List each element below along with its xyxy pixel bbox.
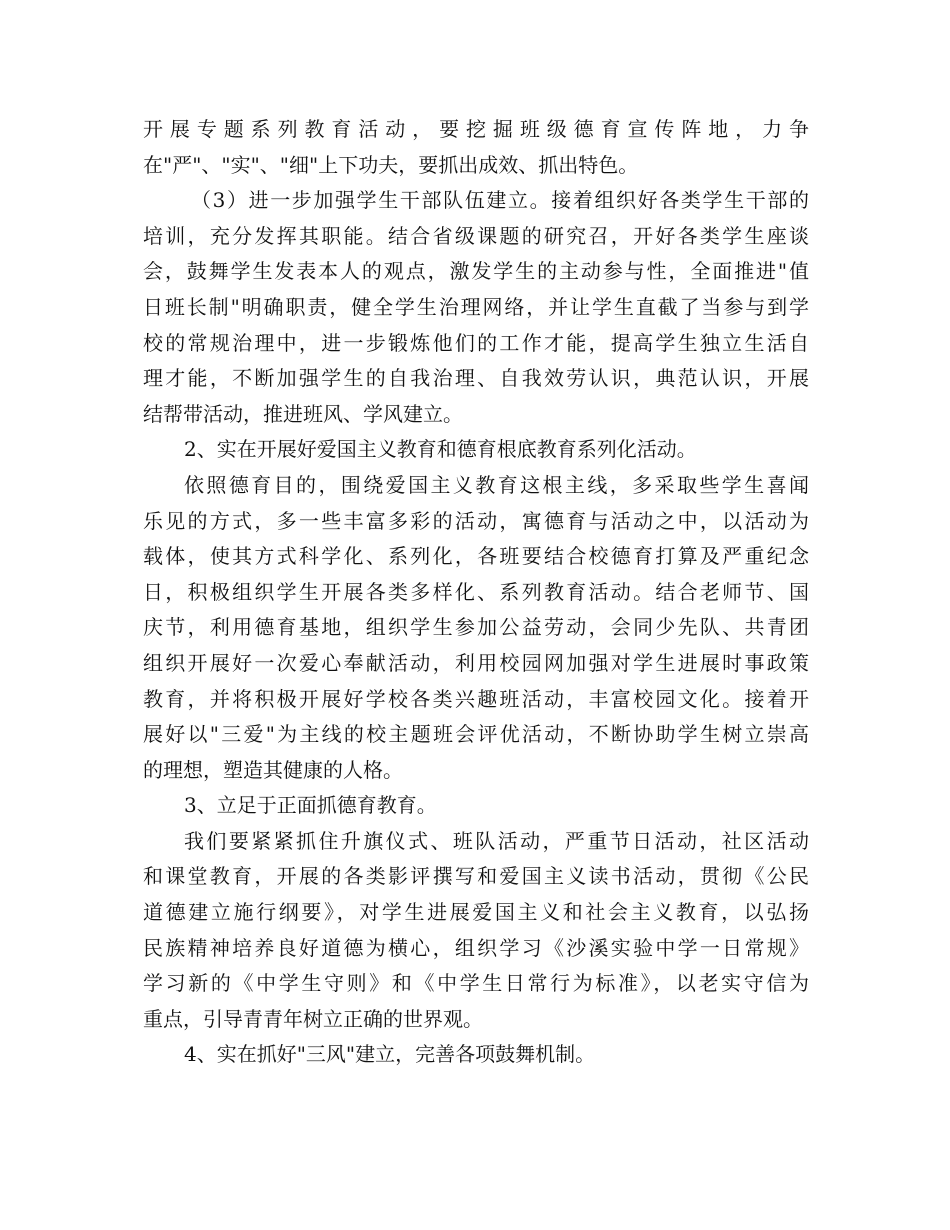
text-line: 日班长制"明确职责，健全学生治理网络，并让学生直截了当参与到学 <box>143 294 809 319</box>
text-line: 会，鼓舞学生发表本人的观点，激发学生的主动参与性，全面推进"值 <box>143 259 809 284</box>
text-line: 民族精神培养良好道德为横心，组织学习《沙溪实验中学一日常规》 <box>143 935 809 960</box>
section-heading: 3、立足于正面抓德育教育。 <box>184 793 437 818</box>
text-line: 和课堂教育，开展的各类影评撰写和爱国主义读书活动，贯彻《公民 <box>143 864 809 889</box>
body-text <box>143 112 809 1073</box>
text-line: 载体，使其方式科学化、系列化，各班要结合校德育打算及严重纪念 <box>143 544 809 569</box>
text-line: 开展专题系列教育活动，要挖掘班级德育宣传阵地，力争 <box>143 117 809 141</box>
text-line: 展好以"三爱"为主线的校主题班会评优活动，不断协助学生树立崇高 <box>143 722 809 747</box>
text-line: 结帮带活动，推进班风、学风建立。 <box>143 401 463 426</box>
section-heading: 4、实在抓好"三风"建立，完善各项鼓舞机制。 <box>184 1042 596 1067</box>
text-line: 日，积极组织学生开展各类多样化、系列教育活动。结合老师节、国 <box>143 579 809 604</box>
text-line: 在"严"、"实"、"细"上下功夫，要抓出成效、抓出特色。 <box>143 152 639 177</box>
section-heading: 2、实在开展好爱国主义教育和德育根底教育系列化活动。 <box>184 437 697 462</box>
text-line: 乐见的方式，多一些丰富多彩的活动，寓德育与活动之中，以活动为 <box>143 508 809 533</box>
text-line: 组织开展好一次爱心奉献活动，利用校园网加强对学生进展时事政策 <box>143 650 809 675</box>
text-line: 理才能，不断加强学生的自我治理、自我效劳认识，典范认识，开展 <box>143 366 809 391</box>
text-line: 庆节，利用德育基地，组织学生参加公益劳动，会同少先队、共青团 <box>143 615 809 640</box>
text-line: 依照德育目的，围绕爱国主义教育这根主线，多采取些学生喜闻 <box>184 472 809 497</box>
text-line: 校的常规治理中，进一步锻炼他们的工作才能，提高学生独立生活自 <box>143 330 809 355</box>
text-line: 培训，充分发挥其职能。结合省级课题的研究召，开好各类学生座谈 <box>143 223 809 248</box>
text-line: 教育，并将积极开展好学校各类兴趣班活动，丰富校园文化。接着开 <box>143 686 809 711</box>
text-line: 道德建立施行纲要》，对学生进展爱国主义和社会主义教育，以弘扬 <box>143 900 809 925</box>
text-line: 学习新的《中学生守则》和《中学生日常行为标准》，以老实守信为 <box>143 971 809 996</box>
text-line: 我们要紧紧抓住升旗仪式、班队活动，严重节日活动，社区活动 <box>184 828 809 853</box>
text-line: 的理想，塑造其健康的人格。 <box>143 757 403 782</box>
text-line: 重点，引导青青年树立正确的世界观。 <box>143 1006 483 1031</box>
text-line: （3）进一步加强学生干部队伍建立。接着组织好各类学生干部的 <box>191 188 809 213</box>
